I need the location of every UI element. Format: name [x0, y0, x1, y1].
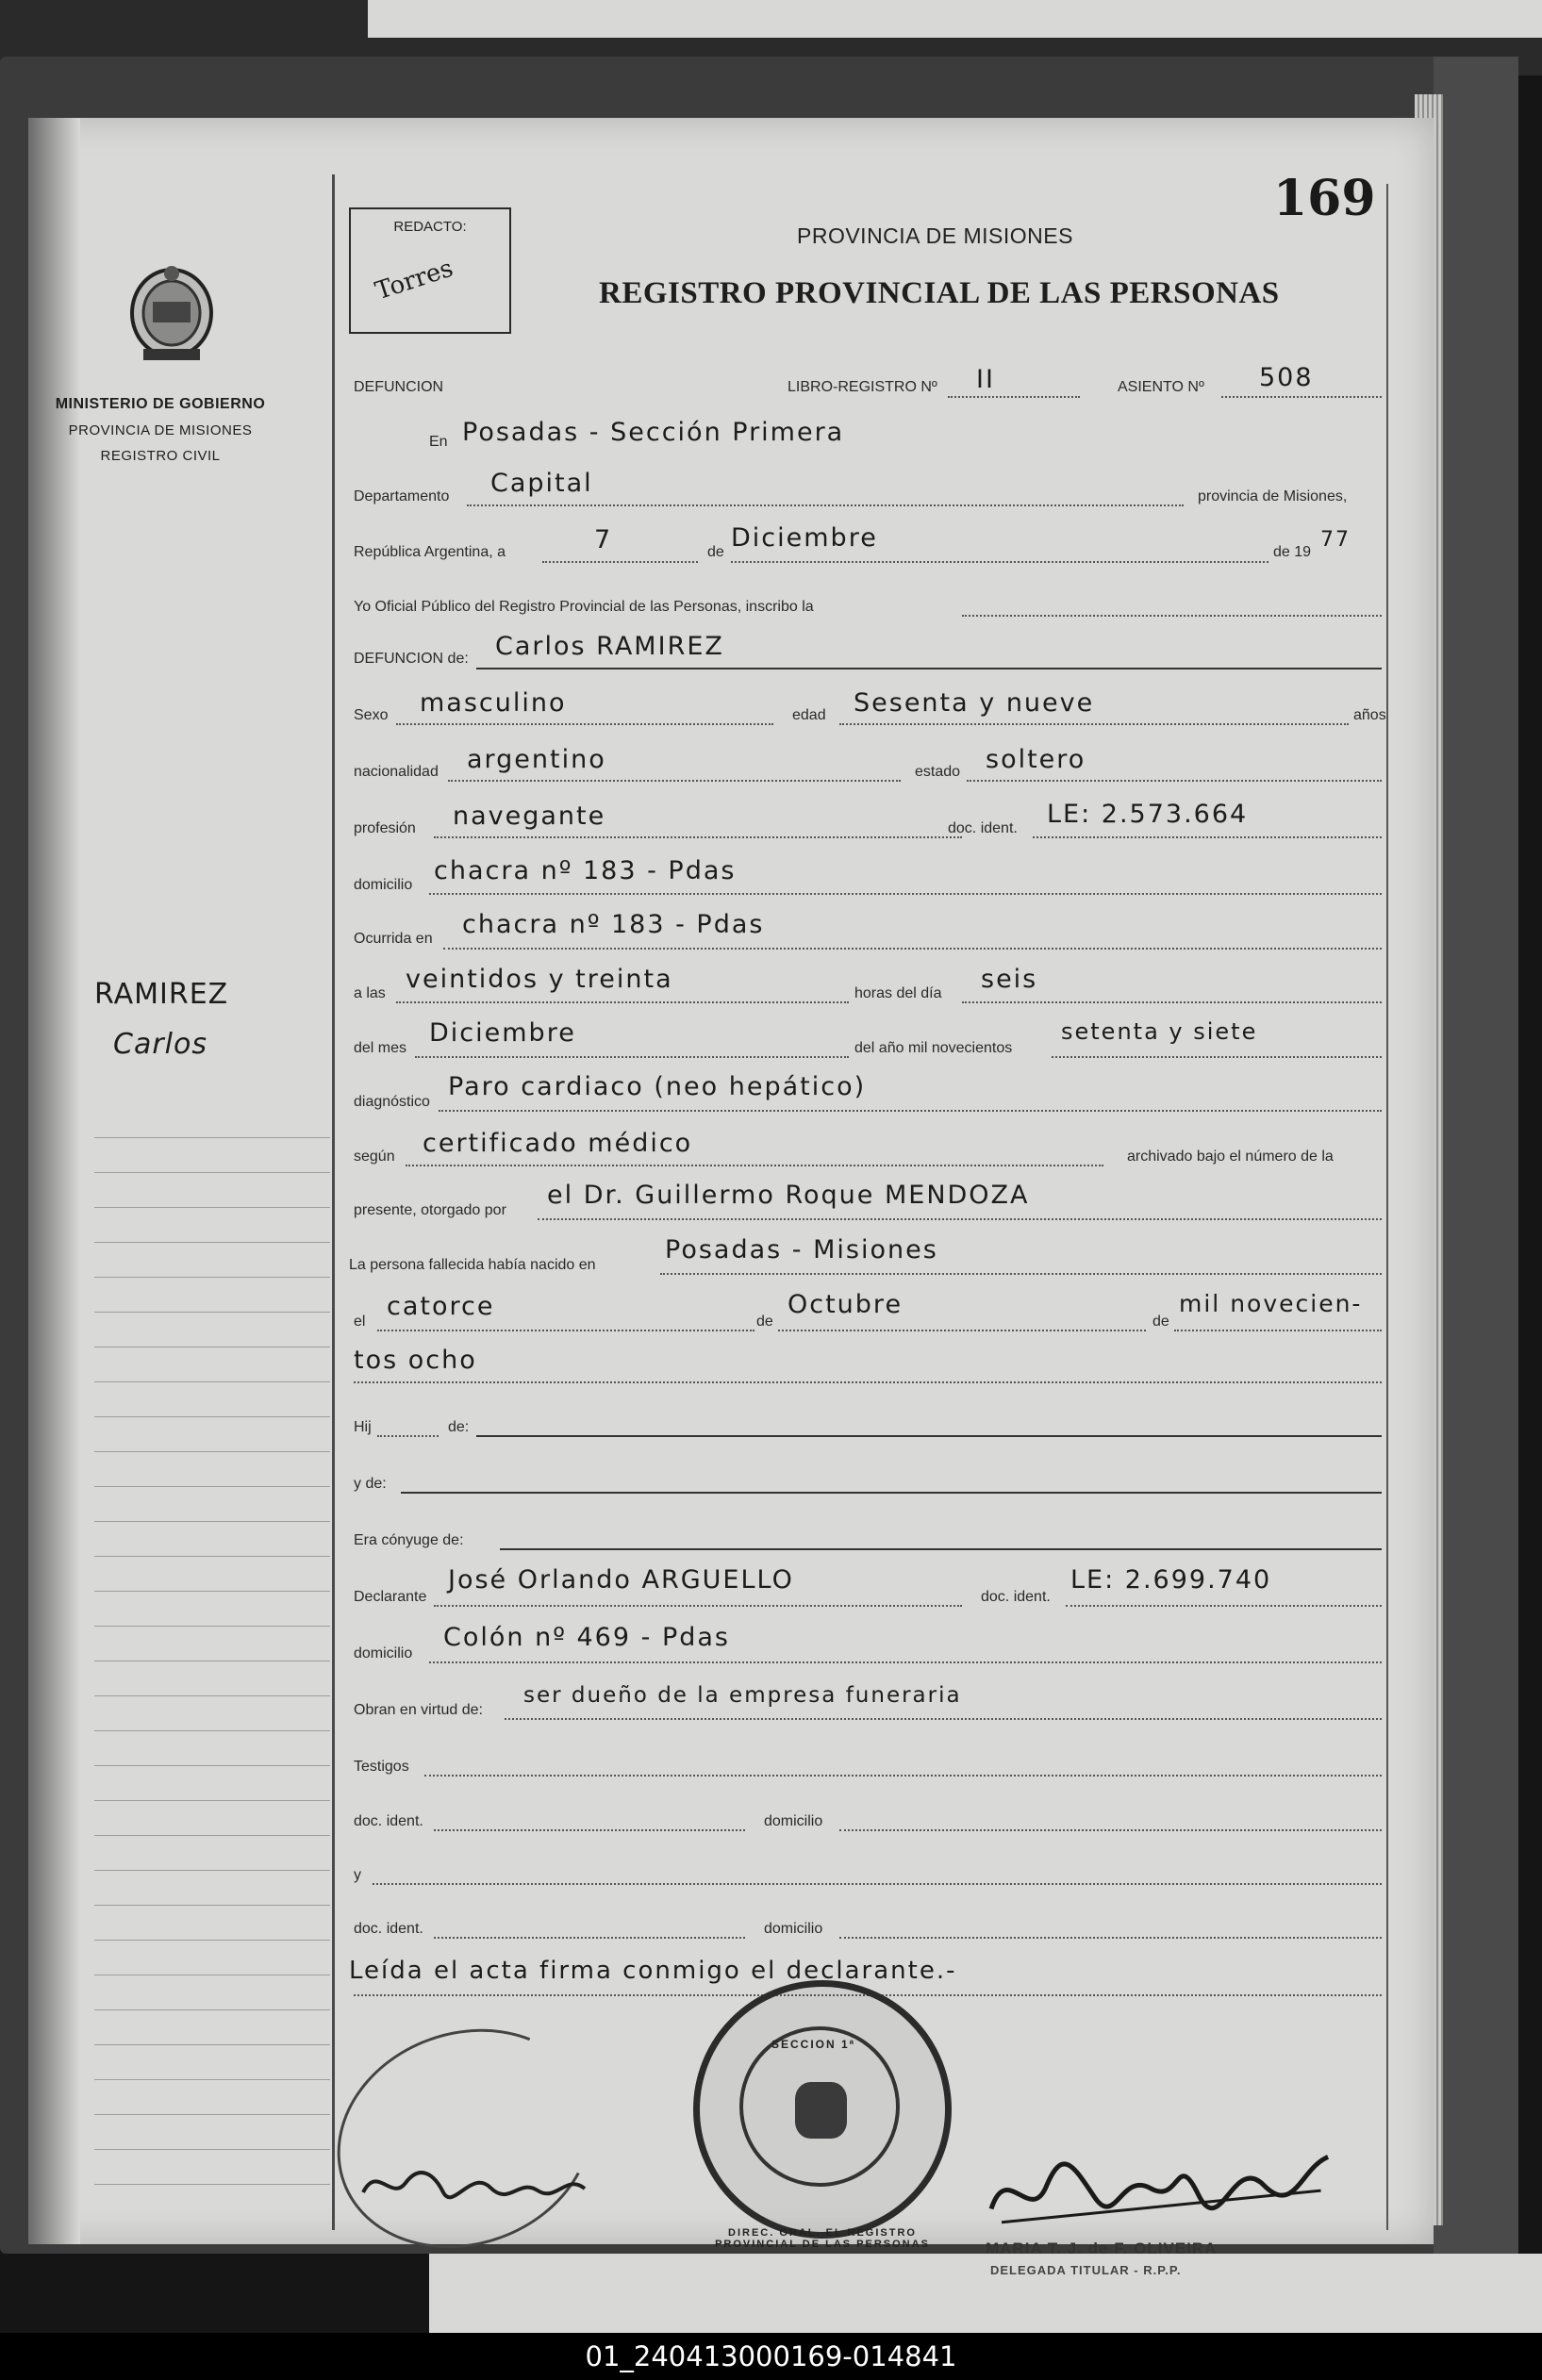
a-las-value: veintidos y treinta [406, 965, 673, 994]
anio2-value-b: tos ocho [354, 1346, 477, 1375]
ocurrida-label: Ocurrida en [354, 931, 433, 947]
oficial-line [962, 615, 1382, 617]
page-number: 169 [1273, 170, 1376, 227]
t2-name-line [373, 1883, 1382, 1885]
footer-bar [0, 2333, 1542, 2380]
segun-line [406, 1165, 1103, 1166]
stamp-inner-ring [739, 2026, 900, 2187]
dia-value: 7 [594, 525, 613, 554]
oficial-text: Yo Oficial Público del Registro Provincial de las Personas, inscribo la [354, 599, 814, 615]
declarant-signature-icon [358, 2155, 594, 2211]
edad-label: edad [792, 707, 826, 723]
y-de-label: y de: [354, 1476, 387, 1492]
defuncion-de-label: DEFUNCION de: [354, 651, 469, 667]
register-page [28, 118, 1434, 2277]
margin-given-name: Carlos [113, 1028, 207, 1061]
del-mes-value: Diciembre [429, 1018, 576, 1048]
redacto-box [349, 207, 511, 334]
declarante-label: Declarante [354, 1589, 427, 1605]
sexo-line [396, 723, 773, 725]
edad-line [839, 723, 1349, 725]
conyuge-label: Era cónyuge de: [354, 1532, 464, 1548]
t2-dom-label: domicilio [764, 1921, 823, 1937]
horas-line [962, 1001, 1382, 1003]
decl-domicilio-value: Colón nº 469 - Pdas [443, 1623, 730, 1652]
archivado-label: archivado bajo el número de la [1127, 1149, 1334, 1165]
sexo-label: Sexo [354, 707, 389, 723]
en-label: En [429, 434, 448, 450]
mes2-line [778, 1330, 1146, 1331]
republica-label: República Argentina, a [354, 544, 506, 560]
y-label: y [354, 1867, 361, 1883]
stamp-ring-text: DIREC. GRAL. EL REGISTRO PROVINCIAL DE LAS PERSONAS [715, 2227, 930, 2250]
header-provincia: PROVINCIA DE MISIONES [797, 223, 1073, 248]
el-value: catorce [387, 1292, 495, 1321]
anio2-value-a: mil novecien- [1179, 1290, 1363, 1317]
nacionalidad-line [448, 780, 901, 782]
background-bottom-paper [429, 2254, 1542, 2333]
en-value: Posadas - Sección Primera [462, 418, 845, 447]
del-mes-label: del mes [354, 1040, 407, 1056]
decl-doc-value: LE: 2.699.740 [1070, 1565, 1272, 1595]
profesion-value: navegante [453, 802, 606, 831]
obran-value: ser dueño de la empresa funeraria [523, 1683, 962, 1708]
anios-label: años [1353, 707, 1386, 723]
de3-label: de [1152, 1314, 1169, 1330]
profesion-label: profesión [354, 820, 416, 836]
a-las-label: a las [354, 985, 386, 1001]
departamento-label: Departamento [354, 488, 450, 504]
edad-value: Sesenta y nueve [854, 688, 1095, 718]
doc-ident-line [1033, 836, 1382, 838]
diagnostico-value: Paro cardiaco (neo hepático) [448, 1072, 867, 1101]
hij-line [377, 1435, 439, 1437]
el-label: el [354, 1314, 366, 1330]
dia-line [542, 561, 698, 563]
obran-line [505, 1718, 1382, 1720]
profesion-line [434, 836, 962, 838]
de-19-label: de 19 [1273, 544, 1312, 560]
nacido-value: Posadas - Misiones [665, 1235, 938, 1264]
nacido-label: La persona fallecida había nacido en [349, 1257, 596, 1273]
horas-value: seis [981, 965, 1038, 994]
libro-line [948, 396, 1080, 398]
decl-doc-line [1066, 1605, 1382, 1607]
hij-de-label: de: [448, 1419, 470, 1435]
t2-dom-line [839, 1937, 1382, 1939]
horas-label: horas del día [854, 985, 942, 1001]
coat-of-arms-icon [123, 264, 222, 368]
stamp-inner-text: SECCION 1ª [771, 2038, 856, 2051]
padre-line [476, 1435, 1382, 1437]
domicilio-label: domicilio [354, 877, 413, 893]
margin-ruled-lines [94, 1103, 330, 2216]
declarante-value: José Orlando ARGUELLO [448, 1565, 794, 1595]
nacionalidad-label: nacionalidad [354, 764, 439, 780]
doc-ident-label: doc. ident. [948, 820, 1018, 836]
testigos-line [424, 1775, 1382, 1777]
right-border-line [1386, 184, 1388, 2230]
conyuge-line [500, 1548, 1382, 1550]
official-title: DELEGADA TITULAR - R.P.P. [990, 2263, 1182, 2277]
t1-dom-line [839, 1829, 1382, 1831]
provincia-suffix: provincia de Misiones, [1198, 488, 1348, 504]
t1-doc-line [434, 1829, 745, 1831]
domicilio-value: chacra nº 183 - Pdas [434, 856, 737, 885]
anio-mil-label: del año mil novecientos [854, 1040, 1013, 1056]
mes-value: Diciembre [731, 523, 878, 553]
doc-ident-value: LE: 2.573.664 [1047, 800, 1249, 829]
diagnostico-line [439, 1110, 1382, 1112]
anio-value: 77 [1320, 528, 1351, 552]
el-line [377, 1330, 754, 1331]
margin-divider [332, 174, 335, 2230]
ministry-line-3: REGISTRO CIVIL [100, 448, 221, 464]
testigos-label: Testigos [354, 1759, 409, 1775]
footer-file-id: 01_240413000169-014841 [585, 2340, 957, 2372]
estado-line [967, 780, 1382, 782]
official-signature-icon [978, 2128, 1341, 2238]
t2-doc-line [434, 1937, 745, 1939]
nombre-line [476, 668, 1382, 669]
record-type-label: DEFUNCION [354, 379, 444, 395]
binder-spine-right [1434, 57, 1518, 2254]
declarant-signature-loop [307, 1994, 624, 2284]
mes2-value: Octubre [788, 1290, 904, 1319]
asiento-label: ASIENTO Nº [1118, 379, 1204, 395]
margin-surname: RAMIREZ [94, 978, 229, 1011]
redacto-label: REDACTO: [393, 219, 467, 235]
leida-text: Leída el acta firma conmigo el declarante.- [349, 1957, 957, 1985]
libro-label: LIBRO-REGISTRO Nº [788, 379, 937, 395]
declarant-signature [358, 2155, 594, 2220]
estado-label: estado [915, 764, 961, 780]
ministry-block [47, 396, 274, 473]
decl-domicilio-label: domicilio [354, 1645, 413, 1661]
decl-doc-label: doc. ident. [981, 1589, 1051, 1605]
t1-doc-label: doc. ident. [354, 1813, 423, 1829]
diagnostico-label: diagnóstico [354, 1094, 430, 1110]
anio2-line [1174, 1330, 1382, 1331]
ministry-line-1: MINISTERIO DE GOBIERNO [55, 396, 266, 412]
sexo-value: masculino [420, 688, 567, 718]
segun-value: certificado médico [423, 1129, 693, 1158]
del-mes-line [415, 1056, 849, 1058]
anio-mil-line [1052, 1056, 1382, 1058]
hij-label: Hij [354, 1419, 372, 1435]
ministry-line-2: PROVINCIA DE MISIONES [68, 422, 253, 438]
de-label: de [707, 544, 724, 560]
asiento-value: 508 [1259, 363, 1314, 392]
obran-label: Obran en virtud de: [354, 1702, 483, 1718]
presente-label: presente, otorgado por [354, 1202, 506, 1218]
de2-label: de [756, 1314, 773, 1330]
decl-domicilio-line [429, 1661, 1382, 1663]
anio2-continuation-line [354, 1381, 1382, 1383]
ocurrida-line [443, 948, 1382, 950]
mes-line [731, 561, 1268, 563]
nacido-line [660, 1273, 1382, 1275]
nacionalidad-value: argentino [467, 745, 606, 774]
madre-line [401, 1492, 1382, 1494]
a-las-underline [396, 1001, 849, 1003]
stamp-emblem-icon [795, 2082, 847, 2139]
header-registro: REGISTRO PROVINCIAL DE LAS PERSONAS [599, 276, 1280, 310]
departamento-line [467, 504, 1184, 506]
t1-dom-label: domicilio [764, 1813, 823, 1829]
declarante-line [434, 1605, 962, 1607]
official-signature [978, 2128, 1342, 2250]
departamento-value: Capital [490, 469, 593, 498]
estado-value: soltero [986, 745, 1086, 774]
official-name: MARIA T. J. de F. OLIVEIRA [986, 2240, 1218, 2257]
presente-line [538, 1218, 1382, 1220]
background-top-paper [368, 0, 1542, 38]
segun-label: según [354, 1149, 395, 1165]
asiento-line [1221, 396, 1382, 398]
official-stamp [693, 1980, 952, 2250]
nombre-value: Carlos RAMIREZ [495, 632, 724, 661]
presente-value: el Dr. Guillermo Roque MENDOZA [547, 1181, 1030, 1210]
domicilio-line [429, 893, 1382, 895]
libro-value: II [976, 365, 995, 394]
ocurrida-value: chacra nº 183 - Pdas [462, 910, 765, 939]
redacto-signature: Torres [372, 254, 457, 306]
anio-mil-value: setenta y siete [1061, 1018, 1258, 1045]
t2-doc-label: doc. ident. [354, 1921, 423, 1937]
